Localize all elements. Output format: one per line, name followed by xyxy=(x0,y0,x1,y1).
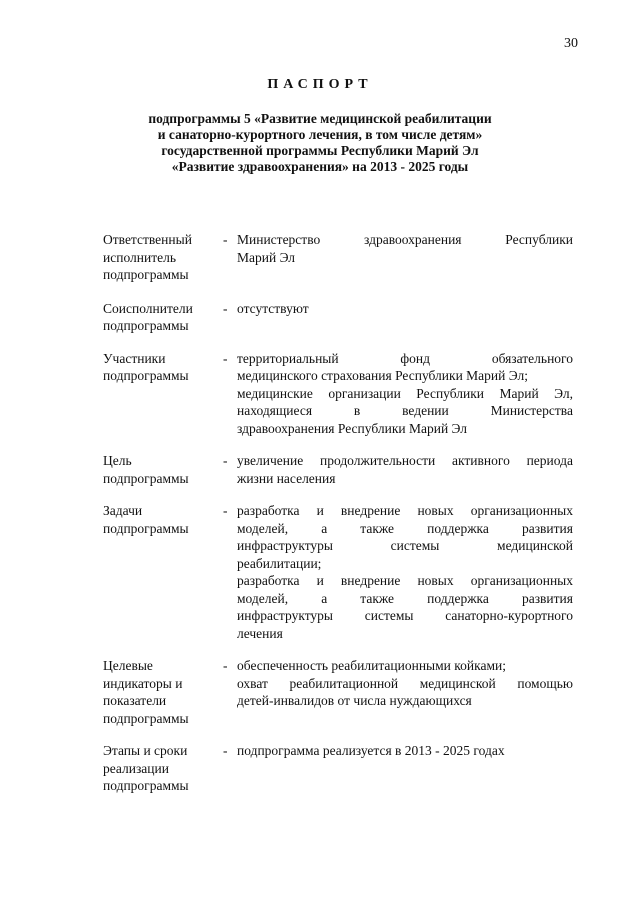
row-content-line: здравоохранения Республики Марий Эл xyxy=(237,420,468,436)
row-content xyxy=(237,502,573,642)
row-label-line: показатели xyxy=(103,693,167,708)
row-label-line: индикаторы и xyxy=(103,675,183,691)
row-content-line: инфраструктуры системы медицинской xyxy=(237,538,573,553)
row-label-line: Целевые xyxy=(103,658,153,673)
passport-row xyxy=(103,452,573,487)
row-content-line: реабилитации; xyxy=(237,555,322,571)
passport-row xyxy=(103,231,573,284)
row-content-line: медицинского страхования Республики Марий Эл; xyxy=(237,368,528,383)
row-content-line: инфраструктуры системы санаторно-курортного xyxy=(237,608,573,623)
row-dash: - xyxy=(223,232,228,247)
row-label-line: исполнитель xyxy=(103,249,176,265)
row-content xyxy=(237,452,573,487)
row-label xyxy=(103,742,223,795)
page-number: 30 xyxy=(564,36,578,51)
row-label-line: подпрограммы xyxy=(103,368,189,383)
document-title: ПАСПОРТ xyxy=(267,77,373,92)
row-label xyxy=(103,300,223,335)
row-content-line: медицинские организации Республики Марий Эл, xyxy=(237,385,573,401)
row-label-line: подпрограммы xyxy=(103,267,189,282)
row-content-line: жизни населения xyxy=(237,470,336,486)
row-content-line: отсутствуют xyxy=(237,300,309,316)
row-label-line: Участники xyxy=(103,350,166,366)
row-content-line: моделей, а также поддержка развития xyxy=(237,520,573,536)
passport-table xyxy=(103,231,573,795)
subtitle-line: подпрограммы 5 «Развитие медицинской реабилитации xyxy=(148,111,492,126)
passport-row xyxy=(103,300,573,335)
passport-row xyxy=(103,657,573,727)
row-content xyxy=(237,231,573,266)
row-label-line: подпрограммы xyxy=(103,710,189,726)
row-label xyxy=(103,350,223,385)
row-content-line: разработка и внедрение новых организационных xyxy=(237,503,573,518)
row-content-line: детей-инвалидов от числа нуждающихся xyxy=(237,693,472,708)
row-dash: - xyxy=(223,503,228,518)
row-label-line: Задачи xyxy=(103,503,143,518)
row-content-line: лечения xyxy=(237,625,283,641)
row-content-line: подпрограмма реализуется в 2013 - 2025 годах xyxy=(237,743,505,758)
row-dash: - xyxy=(223,658,228,673)
subtitle-line: и санаторно-курортного лечения, в том числе детям» xyxy=(157,127,483,142)
subtitle-line: «Развитие здравоохранения» на 2013 - 2025 годы xyxy=(171,159,469,174)
row-label-line: Этапы и сроки xyxy=(103,743,188,758)
passport-row xyxy=(103,350,573,438)
row-content-line: разработка и внедрение новых организационных xyxy=(237,573,573,588)
row-label-line: Ответственный xyxy=(103,232,192,247)
row-label-line: подпрограммы xyxy=(103,778,189,793)
row-label-line: Цель xyxy=(103,453,132,468)
row-label-line: реализации xyxy=(103,760,169,776)
row-dash: - xyxy=(223,350,228,366)
row-content xyxy=(237,300,573,318)
row-content-line: охват реабилитационной медицинской помощью xyxy=(237,675,573,691)
row-content-line: Марий Эл xyxy=(237,249,296,265)
row-label xyxy=(103,231,223,284)
row-label xyxy=(103,502,223,537)
passport-row xyxy=(103,742,573,795)
row-content-line: находящиеся в ведении Министерства xyxy=(237,403,573,418)
row-label xyxy=(103,452,223,487)
row-dash: - xyxy=(223,743,228,758)
row-content-line: обеспеченность реабилитационными койками; xyxy=(237,658,506,673)
row-content-line: увеличение продолжительности активного периода xyxy=(237,453,573,468)
passport-row xyxy=(103,502,573,642)
row-content xyxy=(237,742,573,760)
row-label-line: подпрограммы xyxy=(103,318,189,333)
row-label xyxy=(103,657,223,727)
row-content xyxy=(237,350,573,438)
row-label-line: подпрограммы xyxy=(103,520,189,536)
row-label-line: Соисполнители xyxy=(103,300,193,316)
row-content-line: моделей, а также поддержка развития xyxy=(237,590,573,606)
row-label-line: подпрограммы xyxy=(103,470,189,486)
row-content xyxy=(237,657,573,710)
subtitle-line: государственной программы Республики Марий Эл xyxy=(161,143,479,158)
row-content-line: территориальный фонд обязательного xyxy=(237,350,573,366)
row-dash: - xyxy=(223,300,228,316)
row-content-line: Министерство здравоохранения Республики xyxy=(237,232,573,247)
row-dash: - xyxy=(223,453,228,468)
document-subtitle xyxy=(0,111,640,175)
